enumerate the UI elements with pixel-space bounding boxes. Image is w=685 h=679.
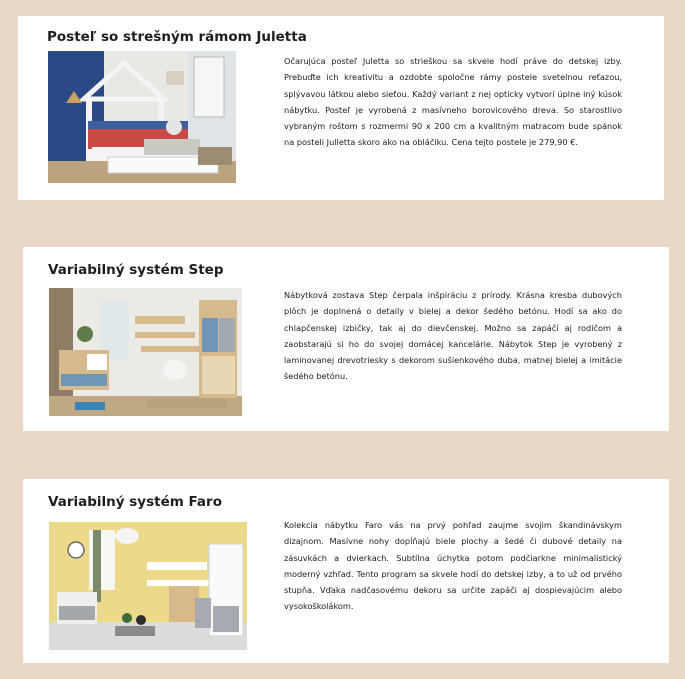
- product-card-step: [23, 247, 669, 431]
- product-card-faro: [23, 479, 669, 663]
- product-image-step: [49, 288, 242, 416]
- product-image-juletta: [48, 51, 236, 183]
- product-description: Očarujúca posteľ Juletta so strieškou sa skvele hodí práve do detskej izby. Prebuďte ich kreativitu a ozdobte spoločne rámy postele svetelnou reťazou, splývavou látkou alebo sieťou. Každý variant z nej opticky vytvorí úplne iný kúsok nábytku. Posteľ je vyrobená z masívneho borovicového dreva. So starostlivo vybraným roštom s rozmermi 90 x 200 cm a kvalitným matracom bude spánok na posteli Julletta skoro ako na obláčiku. Cena tejto postele je 279,90 €.: [284, 56, 622, 148]
- product-description: Nábytková zostava Step čerpala inšpiráciu z prírody. Krásna kresba dubových plôch je doplnená o detaily v bielej a dekor šedého betónu. Hodí sa ako do chlapčenskej izbičky, tak aj do dievčenskej. Možno sa zapáčí aj rodičom a zaobstarajú si ho do svojej domácej kancelárie. Nábytok Step je vyrobený z laminovanej drevotriesky s dekorom sušienkového duba, matnej bielej a imitácie šedého betónu.: [284, 290, 622, 382]
- product-description: Kolekcia nábytku Faro vás na prvý pohľad zaujme svojim škandinávskym dizajnom. Masívne nohy dopĺňajú biele plochy a šedé či dubové detaily na zásuvkách a dvierkach. Subtílna úchytka potom podčiarkne minimalistický moderný vzhľad. Tento program sa skvele hodí do detskej izby, a to už od prvého stupňa. Vďaka nadčasovému dekoru sa určite zapáči aj dospievajúcim alebo vysokoškolákom.: [284, 520, 622, 612]
- product-title: Variabilný systém Step: [48, 262, 224, 278]
- product-title: Variabilný systém Faro: [48, 494, 222, 510]
- product-card-juletta: [18, 16, 664, 200]
- product-title: Posteľ so strešným rámom Juletta: [47, 29, 307, 45]
- product-image-faro: [49, 522, 247, 650]
